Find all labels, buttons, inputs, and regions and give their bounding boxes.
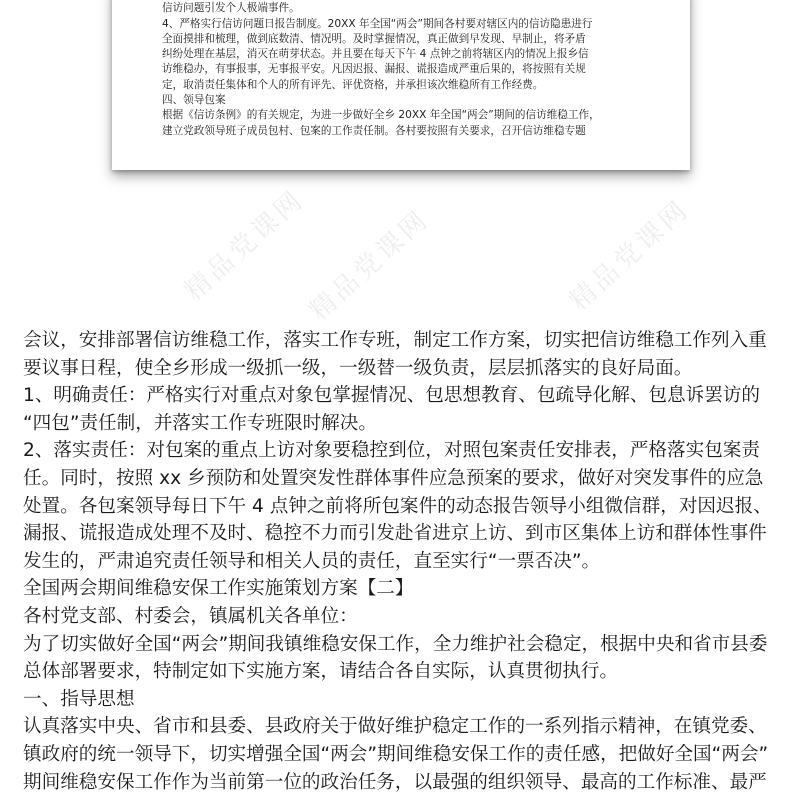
watermark-text: 精品党课网 xyxy=(564,194,696,317)
body-line: 镇政府的统一领导下，切实增强全国“两会”期间维稳安保工作的责任感，把做好全国“两会” xyxy=(23,743,769,765)
document-body xyxy=(23,327,793,796)
body-line: 会议，安排部署信访维稳工作，落实工作专班，制定工作方案，切实把信访维稳工作列入重 xyxy=(23,330,767,351)
page-preview-card xyxy=(112,0,690,170)
preview-line: 信访问题引发个人极端事件。 xyxy=(162,2,300,15)
preview-line: 4、严格实行信访问题日报告制度。20XX 年全国“两会”期间各村要对辖区内的信访隐患进行 xyxy=(162,17,593,30)
body-line: 处置。各包案领导每日下午 4 点钟之前将所包案件的动态报告领导小组微信群，对因迟报、 xyxy=(23,495,772,517)
body-line: 发生的，严肃追究责任领导和相关人员的责任，直至实行“一票否决”。 xyxy=(23,550,601,572)
page-preview-text xyxy=(162,0,682,139)
preview-line: 访维稳办，有事报事，无事报平安。凡因迟报、漏报、谎报造成严重后果的，将按照有关规 xyxy=(162,63,586,76)
body-line: 漏报、谎报造成处理不及时、稳控不力而引发赴省进京上访、到市区集体上访和群体性事件 xyxy=(23,523,767,545)
body-line: 总体部署要求，特制定如下实施方案，请结合各自实际，认真贯彻执行。 xyxy=(23,661,619,683)
body-line: 2、落实责任：对包案的重点上访对象要稳控到位，对照包案责任安排表，严格落实包案责 xyxy=(23,440,760,462)
watermark-text: 精品党课网 xyxy=(179,184,311,307)
preview-line: 定，取消责任集体和个人的所有评先、评优资格，并承担该次维稳所有工作经费。 xyxy=(162,78,544,91)
preview-line: 根据《信访条例》的有关规定，为进一步做好全乡 20XX 年全国“两会”期间的信访维稳工作， xyxy=(162,109,600,122)
body-line: 1、明确责任：严格实行对重点对象包掌握情况、包思想教育、包疏导化解、包息诉罢访的 xyxy=(23,385,760,407)
body-line: 要议事日程，使全乡形成一级抓一级，一级替一级负责，层层抓落实的良好局面。 xyxy=(23,357,693,379)
body-line: “四包”责任制，并落实工作专班限时解决。 xyxy=(23,412,377,434)
preview-line: 四、领导包案 xyxy=(162,94,226,107)
section-title: 全国两会期间维稳安保工作实施策划方案【二】 xyxy=(23,578,414,600)
section-heading: 一、指导思想 xyxy=(23,688,135,710)
preview-line: 纠纷处理在基层，消灭在萌芽状态。并且要在每天下午 4 点钟之前将辖区内的情况上报乡信 xyxy=(162,48,589,61)
preview-line: 全面摸排和梳理，做到底数清、情况明。及时掌握情况，真正做到早发现、早制止，将矛盾 xyxy=(162,32,586,45)
preview-line: 建立党政领导班子成员包村、包案的工作责任制。各村要按照有关要求，召开信访维稳专题 xyxy=(162,124,586,137)
body-line: 为了切实做好全国“两会”期间我镇维稳安保工作，全力维护社会稳定，根据中央和省市县委 xyxy=(23,633,768,655)
body-line: 任。同时，按照 xx 乡预防和处置突发性群体事件应急预案的要求，做好对突发事件的应急 xyxy=(23,467,764,489)
body-line: 期间维稳安保工作作为当前第一位的政治任务，以最强的组织领导、最高的工作标准、最严 xyxy=(23,771,767,793)
body-line: 认真落实中央、省市和县委、县政府关于做好维护稳定工作的一系列指示精神，在镇党委、 xyxy=(23,716,767,738)
body-line: 各村党支部、村委会，镇属机关各单位： xyxy=(23,605,358,627)
watermark-text: 精品党课网 xyxy=(304,204,436,327)
